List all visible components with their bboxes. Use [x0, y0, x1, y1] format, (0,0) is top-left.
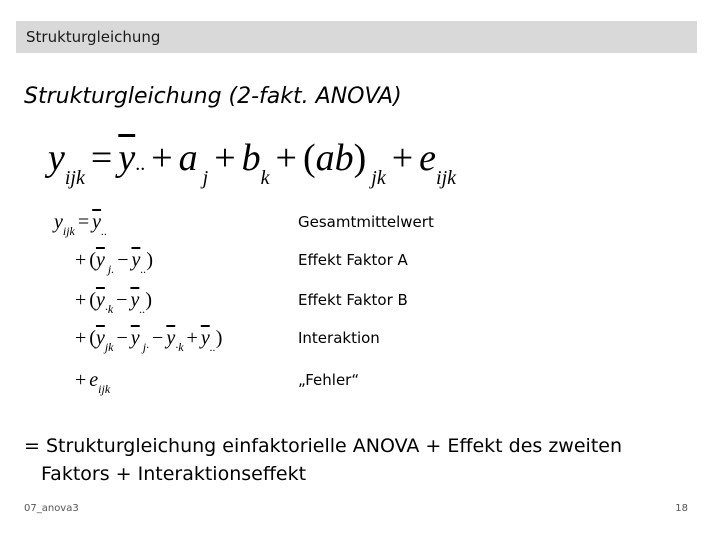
label-error: „Fehler“: [298, 371, 360, 389]
label-factor-a: Effekt Faktor A: [298, 251, 408, 269]
formula-factor-a: + ($\overline{y}$ $_{j.} - \overline{y}_{..}$): [75, 249, 154, 276]
decomposition-row-grand-mean: [0, 204, 720, 240]
footer-page-number: 18: [675, 503, 688, 514]
summary-text: [24, 432, 684, 488]
summary-line-1: = Strukturgleichung einfaktorielle ANOVA + Effekt des zweiten: [24, 435, 622, 457]
formula-error: + $e_{ijk}$: [75, 369, 111, 396]
summary-line-2: Faktors + Interaktionseffekt: [41, 463, 307, 485]
structural-equation: $y_{ijk} = \overline{y}$.. + a $_j + b_k + (ab) _{jk} + e_{ijk}$: [48, 137, 457, 189]
label-grand-mean: Gesamtmittelwert: [298, 213, 434, 231]
decomposition-row-factor-a: [0, 242, 720, 278]
label-factor-b: Effekt Faktor B: [298, 291, 408, 309]
decomposition-row-interaction: [0, 320, 720, 356]
label-interaction: Interaktion: [298, 329, 380, 347]
header-title: Strukturgleichung: [26, 28, 161, 46]
header-bar: [16, 21, 697, 53]
formula-factor-b: + $(\overline{y}_{\cdot k} - \overline{y}_{..})$: [75, 289, 153, 316]
footer-file-name: 07_anova3: [24, 503, 79, 514]
formula-interaction: + ($\overline{y}_{jk} - \overline{y}$ $_{j\cdot} - \overline{y}_{\cdot k} + \overline{y}_{..}$): [75, 327, 223, 354]
decomposition-row-factor-b: [0, 282, 720, 318]
formula-grand-mean: $y_{ijk} = \overline{y}_{..}$: [54, 211, 108, 238]
decomposition-row-error: [0, 362, 720, 398]
slide-title: Strukturgleichung (2-fakt. ANOVA): [24, 84, 402, 109]
